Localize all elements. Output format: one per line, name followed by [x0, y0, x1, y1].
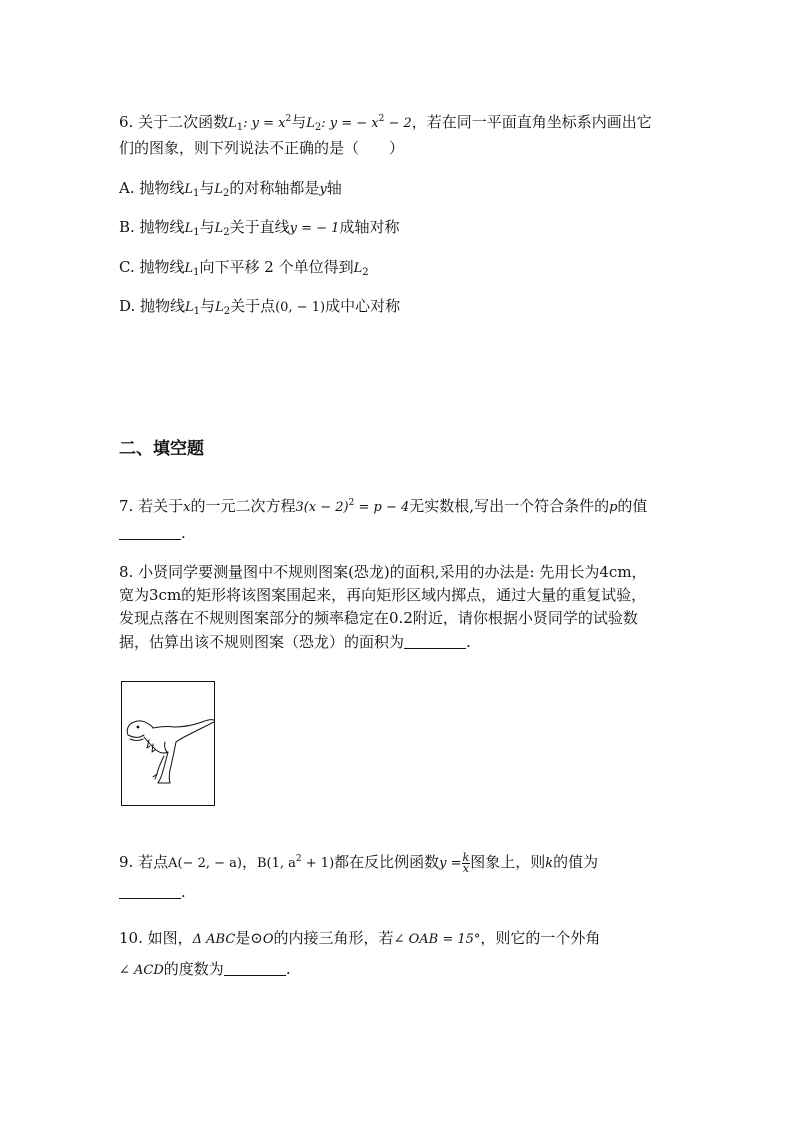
q9-line2: .	[119, 881, 679, 903]
q6-L2-expr: $L_2$: y = − $x^2 - 2$	[306, 114, 412, 133]
q6-option-b: B. 抛物线$L_1$与$L_2$关于直线y = − 1成轴对称	[119, 218, 400, 238]
q7-answer-blank[interactable]	[119, 523, 181, 540]
q10-line1: 10. 如图，Δ ABC是⊙O的内接三角形，若∠ OAB = 15°，则它的一个外角	[119, 929, 601, 947]
q6-L1-expr: $L_1$: $y = x^2$	[228, 114, 292, 133]
q9-point-a: A(− 2, − a)	[168, 856, 242, 871]
q6-option-d: D. 抛物线$L_1$与$L_2$关于点(0, − 1)成中心对称	[119, 297, 401, 317]
q8-line1: 8. 小贤同学要测量图中不规则图案(恐龙)的面积,采用的办法是: 先用长为4cm，	[119, 563, 647, 581]
section-heading-fill-in: 二、填空题	[119, 439, 204, 459]
q10-line2: ∠ ACD的度数为 .	[119, 960, 291, 978]
q7-equation: $3(x - 2)^2 = p - 4$	[295, 498, 410, 515]
q9-answer-blank[interactable]	[119, 882, 181, 899]
circle-symbol-icon: ⊙	[250, 929, 263, 947]
q8-answer-blank[interactable]	[404, 632, 466, 649]
q7-line2: .	[119, 522, 679, 544]
dinosaur-icon	[122, 682, 214, 805]
q6-option-a: A. 抛物线$L_1$与$L_2$的对称轴都是y轴	[119, 179, 342, 199]
q6-option-c: C. 抛物线$L_1$向下平移 2 个单位得到$L_2$	[119, 258, 369, 278]
q6-text: 6. 关于二次函数	[119, 113, 229, 131]
q9-fraction: $\frac{k}{x}$	[462, 850, 470, 875]
q9-point-b: B(1, $a^2 + 1$)	[256, 854, 335, 871]
q6-line1: 6. 关于二次函数$L_1$: $y = x^2$与$L_2$: y = − $x^2 - 2$，若在同一平面直角坐标系内画出它	[119, 113, 652, 133]
q8-line2: 宽为3cm的矩形将该图案围起来，再向矩形区域内掷点，通过大量的重复试验，	[119, 586, 647, 604]
q8-line4: 据，估算出该不规则图案（恐龙）的面积为 .	[119, 633, 471, 651]
dinosaur-figure	[121, 681, 215, 806]
q8-line3: 发现点落在不规则图案部分的频率稳定在0.2附近，请你根据小贤同学的试验数	[119, 609, 638, 627]
q10-angle: ∠ OAB = 15°	[393, 932, 481, 947]
q10-triangle: Δ ABC	[192, 932, 236, 947]
q10-answer-blank[interactable]	[224, 959, 286, 976]
q6-line2: 们的图象，则下列说法不正确的是（ ）	[119, 139, 405, 157]
q9-line1: 9. 若点A(− 2, − a)，B(1, $a^2 + 1$)都在反比例函数y = $\frac{k}{x}$ 图象上，则k的值为	[119, 850, 599, 875]
q7-line1: 7. 若关于x的一元二次方程$3(x - 2)^2 = p - 4$无实数根,写出一个符合条件的p的值	[119, 497, 648, 515]
